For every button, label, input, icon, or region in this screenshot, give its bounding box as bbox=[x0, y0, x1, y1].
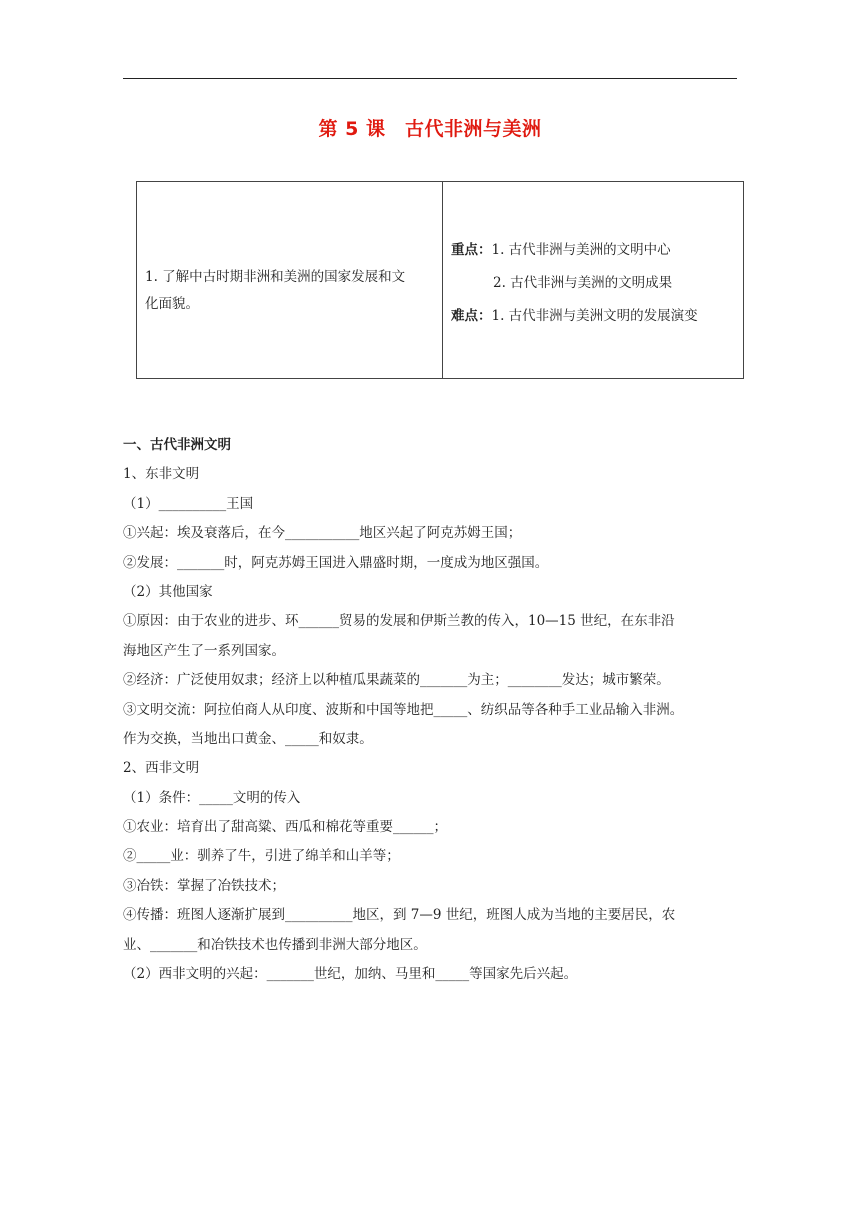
key-points-cell bbox=[443, 182, 743, 378]
text-line: ③文明交流：阿拉伯商人从印度、波斯和中国等地把_____、纺织品等各种手工业品输入非洲。 bbox=[123, 701, 684, 718]
header-rule bbox=[123, 78, 737, 79]
text-line: 海地区产生了一系列国家。 bbox=[123, 642, 285, 659]
text-line: ②_____业：驯养了牛，引进了绵羊和山羊等； bbox=[123, 848, 400, 865]
key-point-label: 重点： bbox=[451, 242, 492, 258]
key-point-text: 1. 古代非洲与美洲的文明中心 bbox=[491, 242, 671, 258]
text-line: ①兴起：埃及衰落后，在今___________地区兴起了阿克苏姆王国； bbox=[123, 525, 522, 542]
text-line: 2、西非文明 bbox=[123, 760, 200, 777]
text-line: ①原因：由于农业的进步、环______贸易的发展和伊斯兰教的传入，10—15 世纪，在东非沿 bbox=[123, 613, 675, 630]
text-line: （1）__________王国 bbox=[123, 495, 254, 512]
text-line: ②发展：_______时，阿克苏姆王国进入鼎盛时期，一度成为地区强国。 bbox=[123, 554, 549, 571]
learning-objectives-cell bbox=[137, 182, 443, 378]
text-line: ②经济：广泛使用奴隶；经济上以种植瓜果蔬菜的_______为主；________发达；城市繁荣。 bbox=[123, 672, 670, 689]
key-point-row bbox=[451, 234, 735, 267]
text-line: （2）西非文明的兴起：_______世纪，加纳、马里和_____等国家先后兴起。 bbox=[123, 966, 578, 983]
objective-line: 化面貌。 bbox=[145, 296, 199, 312]
key-point-text: 2. 古代非洲与美洲的文明成果 bbox=[493, 275, 673, 291]
difficulty-label: 难点： bbox=[451, 308, 492, 324]
text-line: 业、_______和冶铁技术也传播到非洲大部分地区。 bbox=[123, 936, 427, 953]
text-line: （1）条件：_____文明的传入 bbox=[123, 789, 301, 806]
page-title: 第 5 课 古代非洲与美洲 bbox=[318, 118, 542, 140]
text-line: 作为交换，当地出口黄金、_____和奴隶。 bbox=[123, 730, 373, 747]
text-line: ①农业：培育出了甜高粱、西瓜和棉花等重要______； bbox=[123, 819, 447, 836]
key-point-row bbox=[451, 267, 735, 300]
section-heading: 一、古代非洲文明 bbox=[123, 437, 231, 453]
text-line: ③冶铁：掌握了冶铁技术； bbox=[123, 877, 285, 894]
text-line: 1、东非文明 bbox=[123, 466, 200, 483]
difficulty-text: 1. 古代非洲与美洲文明的发展演变 bbox=[491, 308, 698, 324]
worksheet-content bbox=[123, 431, 743, 989]
text-line: ④传播：班图人逐渐扩展到__________地区，到 7—9 世纪，班图人成为当地的主要居民，农 bbox=[123, 907, 676, 924]
objective-line: 1. 了解中古时期非洲和美洲的国家发展和文 bbox=[145, 269, 406, 285]
objectives-table bbox=[136, 181, 744, 379]
difficulty-row bbox=[451, 300, 735, 333]
text-line: （2）其他国家 bbox=[123, 583, 213, 600]
